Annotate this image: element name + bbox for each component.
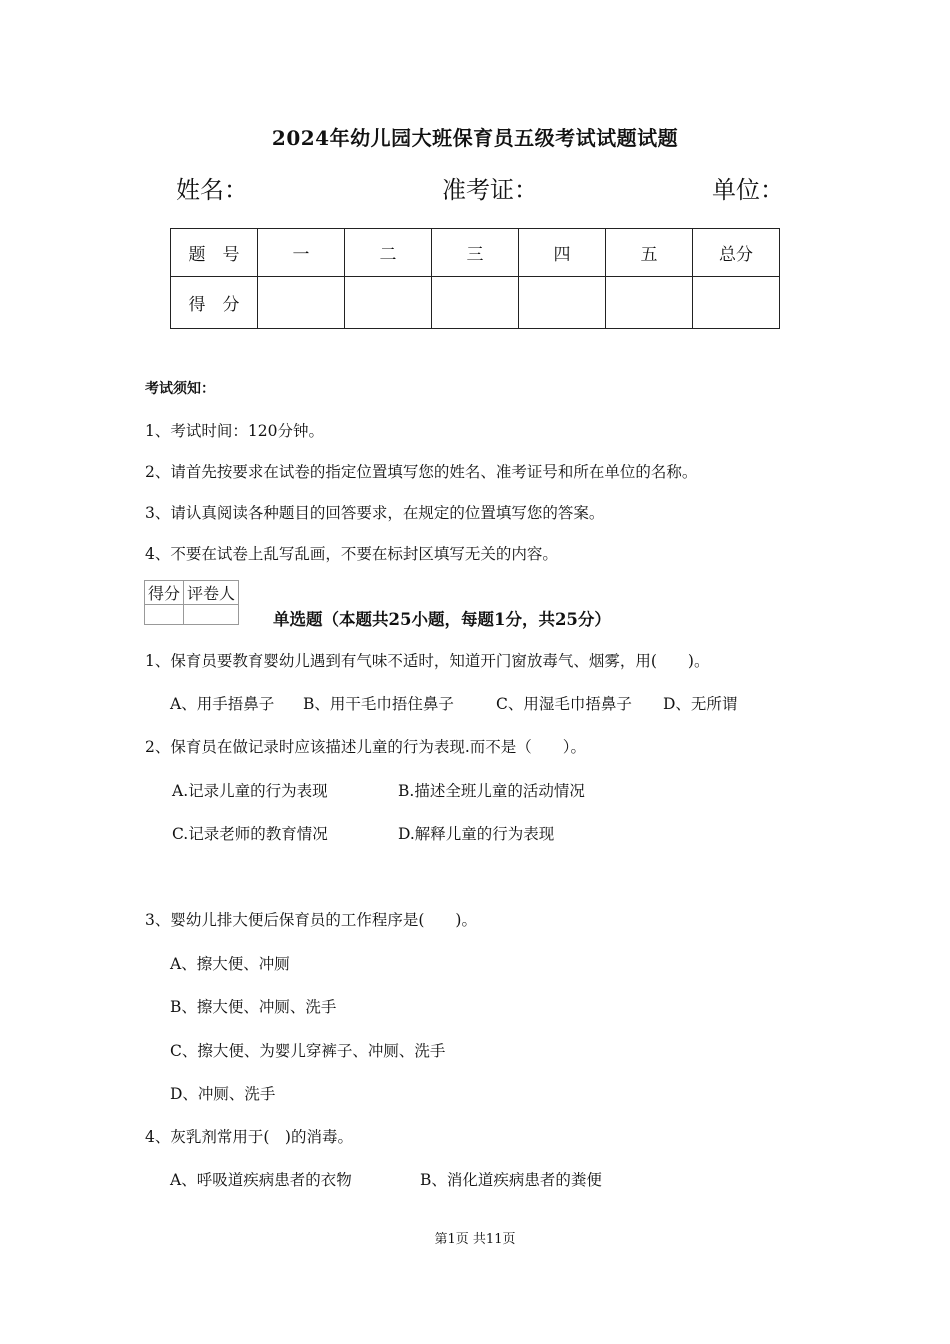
notice-item: 1、考试时间：120分钟。 — [145, 422, 324, 440]
header-cell-3: 三 — [432, 229, 519, 277]
question-3-option-a: A、擦大便、冲厕 — [170, 955, 290, 973]
grader-score-cell[interactable] — [145, 605, 184, 625]
score-cell[interactable] — [606, 277, 693, 329]
question-2-option-b: B.描述全班儿童的活动情况 — [398, 782, 585, 800]
question-1-option-d: D、无所谓 — [663, 695, 738, 713]
grader-box — [144, 580, 239, 625]
question-3-stem: 3、婴幼儿排大便后保育员的工作程序是( )。 — [145, 911, 477, 929]
notice-item: 3、请认真阅读各种题目的回答要求，在规定的位置填写您的答案。 — [145, 504, 605, 522]
exam-id-label: 准考证： — [442, 176, 538, 204]
page-title: 2024年幼儿园大班保育员五级考试试题试题 — [271, 126, 679, 150]
score-cell-total[interactable] — [693, 277, 780, 329]
page-footer: 第1页 共11页 — [434, 1232, 516, 1247]
score-cell[interactable] — [432, 277, 519, 329]
question-4-option-b: B、消化道疾病患者的粪便 — [420, 1171, 602, 1189]
score-row-label: 得 分 — [171, 277, 258, 329]
grader-name-cell[interactable] — [184, 605, 239, 625]
question-1-option-a: A、用手捂鼻子 — [170, 695, 275, 713]
question-4-stem: 4、灰乳剂常用于( )的消毒。 — [145, 1128, 353, 1146]
score-table — [170, 228, 780, 329]
notice-heading: 考试须知： — [145, 381, 215, 397]
grader-name-label: 评卷人 — [184, 581, 239, 605]
name-label: 姓名： — [176, 176, 248, 204]
grader-score-label: 得分 — [145, 581, 184, 605]
header-cell-total: 总分 — [693, 229, 780, 277]
question-1-option-c: C、用湿毛巾捂鼻子 — [496, 695, 632, 713]
notice-item: 4、不要在试卷上乱写乱画，不要在标封区填写无关的内容。 — [145, 545, 558, 563]
score-table-header-row — [171, 229, 780, 277]
section-title: 单选题（本题共25小题，每题1分，共25分） — [273, 610, 611, 629]
question-1-option-b: B、用干毛巾捂住鼻子 — [303, 695, 454, 713]
question-3-option-b: B、擦大便、冲厕、洗手 — [170, 998, 337, 1016]
header-cell-5: 五 — [606, 229, 693, 277]
score-cell[interactable] — [519, 277, 606, 329]
question-1-stem: 1、保育员要教育婴幼儿遇到有气味不适时，知道开门窗放毒气、烟雾，用( )。 — [145, 652, 710, 670]
header-cell-label: 题 号 — [171, 229, 258, 277]
question-2-option-c: C.记录老师的教育情况 — [172, 825, 328, 843]
header-cell-1: 一 — [258, 229, 345, 277]
score-cell[interactable] — [345, 277, 432, 329]
header-cell-2: 二 — [345, 229, 432, 277]
question-3-option-c: C、擦大便、为婴儿穿裤子、冲厕、洗手 — [170, 1042, 446, 1060]
header-cell-4: 四 — [519, 229, 606, 277]
question-2-option-a: A.记录儿童的行为表现 — [172, 782, 328, 800]
question-2-stem: 2、保育员在做记录时应该描述儿童的行为表现.而不是（ ）。 — [145, 738, 587, 756]
question-2-option-d: D.解释儿童的行为表现 — [398, 825, 555, 843]
unit-label: 单位： — [712, 176, 784, 204]
notice-item: 2、请首先按要求在试卷的指定位置填写您的姓名、准考证号和所在单位的名称。 — [145, 463, 698, 481]
question-3-option-d: D、冲厕、洗手 — [170, 1085, 276, 1103]
score-cell[interactable] — [258, 277, 345, 329]
question-4-option-a: A、呼吸道疾病患者的衣物 — [170, 1171, 352, 1189]
score-table-score-row — [171, 277, 780, 329]
